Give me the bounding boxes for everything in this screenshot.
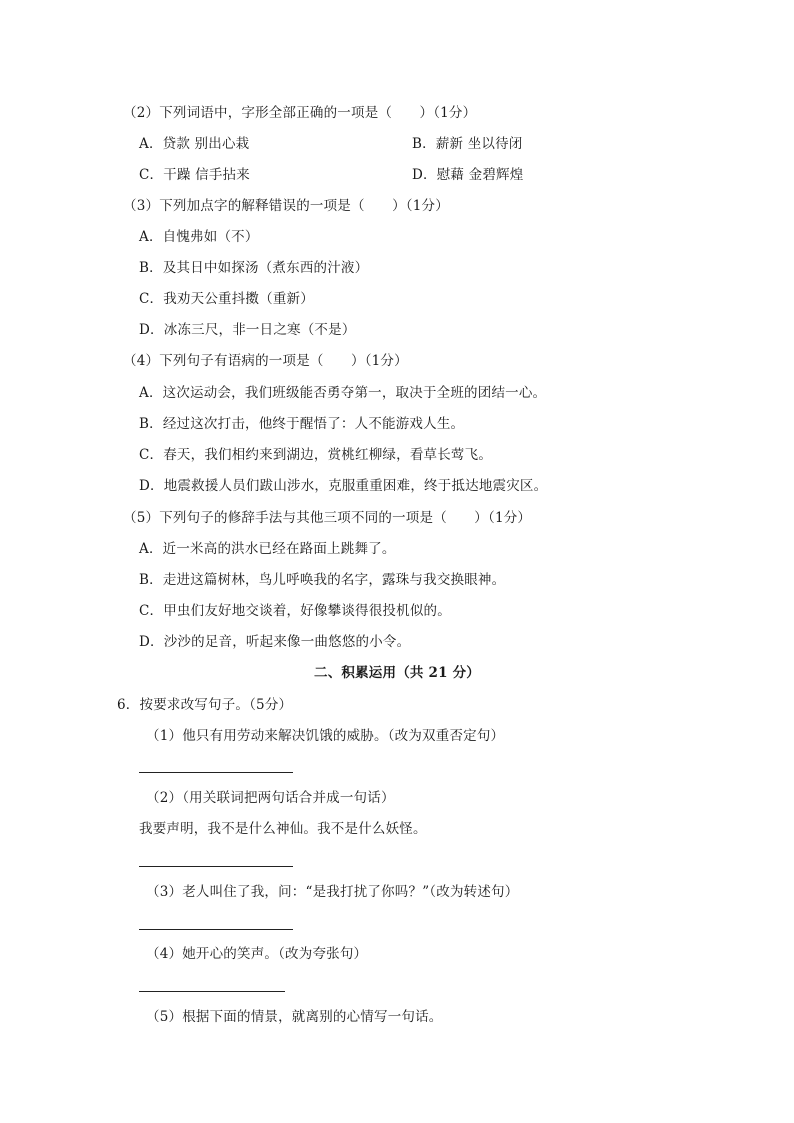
question-6-item-2-text: 我要声明，我不是什么神仙。我不是什么妖怪。 — [139, 821, 427, 837]
question-4-option-a: A．这次运动会，我们班级能否勇夺第一，取决于全班的团结一心。 — [139, 385, 547, 401]
question-6-item-4: （4）她开心的笑声。（改为夸张句） — [146, 946, 368, 962]
question-2-option-c: C．干躁 信手拈来 — [139, 167, 250, 183]
answer-line-3[interactable] — [139, 929, 293, 930]
question-2-option-a: A．贷款 别出心栽 — [139, 136, 250, 152]
question-3-option-a: A．自愧弗如（不） — [139, 229, 259, 245]
question-5-stem: （5）下列句子的修辞手法与其他三项不同的一项是（ ）（1分） — [123, 510, 532, 526]
question-4-option-b: B．经过这次打击，他终于醒悟了：人不能游戏人生。 — [139, 416, 465, 432]
question-6-item-1: （1）他只有用劳动来解决饥饿的威胁。（改为双重否定句） — [146, 728, 505, 744]
question-5-option-a: A．近一米高的洪水已经在路面上跳舞了。 — [139, 541, 396, 557]
question-6-item-5: （5）根据下面的情景，就离别的心情写一句话。 — [146, 1009, 443, 1025]
question-3-stem: （3）下列加点字的解释错误的一项是（ ）（1分） — [123, 198, 449, 214]
answer-line-4[interactable] — [139, 991, 285, 992]
question-4-option-c: C．春天，我们相约来到湖边，赏桃红柳绿，看草长莺飞。 — [139, 447, 493, 463]
question-5-option-b: B．走进这篇树林，鸟儿呼唤我的名字，露珠与我交换眼神。 — [139, 572, 506, 588]
question-6-stem: 6．按要求改写句子。（5分） — [117, 697, 293, 713]
question-6-item-2: （2）（用关联词把两句话合并成一句话） — [146, 790, 395, 806]
question-2-option-b: B．薪新 坐以待闭 — [412, 136, 523, 152]
question-4-option-d: D．地震救援人员们跋山涉水，克服重重困难，终于抵达地震灾区。 — [139, 478, 548, 494]
question-3-option-c: C．我劝天公重抖擞（重新） — [139, 291, 314, 307]
question-2-option-d: D．慰藉 金碧辉煌 — [412, 167, 524, 183]
question-3-option-b: B．及其日中如探汤（煮东西的汁液） — [139, 260, 369, 276]
question-6-item-3: （3）老人叫住了我，问：“是我打扰了你吗？”（改为转述句） — [146, 884, 519, 900]
answer-line-2[interactable] — [139, 866, 293, 867]
question-3-option-d: D．冰冻三尺，非一日之寒（不是） — [139, 322, 356, 338]
answer-line-1[interactable] — [139, 772, 293, 773]
question-5-option-c: C．甲虫们友好地交谈着，好像攀谈得很投机似的。 — [139, 603, 451, 619]
question-5-option-d: D．沙沙的足音，听起来像一曲悠悠的小令。 — [139, 634, 411, 650]
question-4-stem: （4）下列句子有语病的一项是（ ）（1分） — [123, 353, 408, 369]
section-title: 二、积累运用（共 21 分） — [314, 665, 480, 681]
question-2-stem: （2）下列词语中，字形全部正确的一项是（ ）（1分） — [123, 105, 477, 121]
